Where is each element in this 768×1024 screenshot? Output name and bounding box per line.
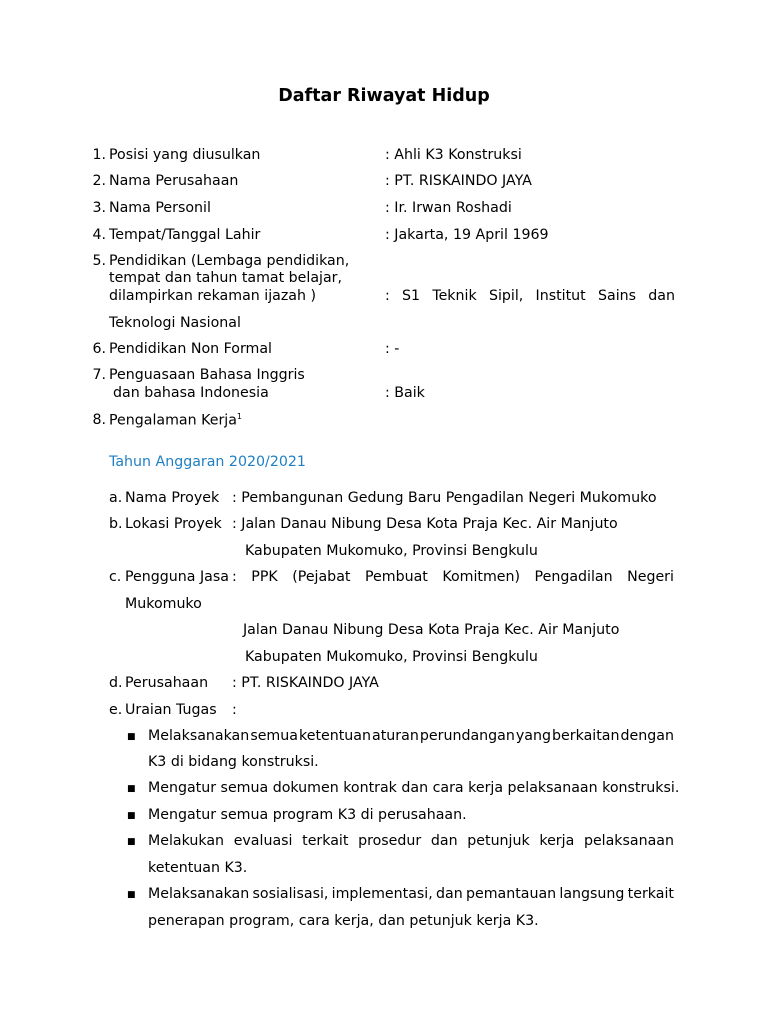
project-value: : PT. RISKAINDO JAYA [232,675,379,691]
project-value-continuation: Kabupaten Mukomuko, Provinsi Bengkulu [245,543,538,559]
project-label: Lokasi Proyek [125,516,222,532]
project-value-continuation: Jalan Danau Nibung Desa Kota Praja Kec. Air Manjuto [243,622,620,638]
task-line: Melaksanakan sosialisasi, implementasi, dan pemantauan langsung terkait [148,886,674,902]
task-line-continuation: penerapan program, cara kerja, dan petunjuk kerja K3. [148,913,539,929]
section-title: Tahun Anggaran 2020/2021 [109,454,306,470]
bullet-icon: ■ [127,811,136,821]
project-label: Perusahaan [125,675,209,691]
item-label: Tempat/Tanggal Lahir [109,227,261,243]
project-label: Nama Proyek [125,490,220,506]
item-label [109,412,242,429]
task-line: Melakukan evaluasi terkait prosedur dan petunjuk kerja pelaksanaan [148,833,674,849]
task-line: Mengatur semua program K3 di perusahaan. [148,807,467,823]
task-line: Melaksanakan semua ketentuan aturan perundangan yang berkaitan dengan [148,728,674,744]
item-number: 5. [92,253,106,269]
project-letter: b. [109,516,123,532]
item-label: Pendidikan (Lembaga pendidikan, [109,253,350,269]
item-number: 1. [92,147,106,163]
task-line-continuation: ketentuan K3. [148,860,248,876]
project-value: : Jalan Danau Nibung Desa Kota Praja Kec. Air Manjuto [232,516,618,532]
project-letter: d. [109,675,123,691]
item-value: : Jakarta, 19 April 1969 [385,227,549,243]
item-value: : Ahli K3 Konstruksi [385,147,522,163]
bullet-icon: ■ [127,890,136,900]
item-value-justified: : S1 Teknik Sipil, Institut Sains dan [385,288,675,304]
project-value-continuation: Kabupaten Mukomuko, Provinsi Bengkulu [245,649,538,665]
item-label: tempat dan tahun tamat belajar, [109,270,343,286]
item-number: 4. [92,227,106,243]
item-label: Penguasaan Bahasa Inggris [109,367,305,383]
project-value: : [232,702,237,718]
bullet-icon: ■ [127,732,136,742]
item-value: : - [385,341,400,357]
item-value: : Ir. Irwan Roshadi [385,200,512,216]
item-value: : PT. RISKAINDO JAYA [385,173,532,189]
task-line: Mengatur semua dokumen kontrak dan cara kerja pelaksanaan konstruksi. [148,780,680,796]
item-label: dilampirkan rekaman ijazah ) [109,288,317,304]
project-letter: e. [109,702,123,718]
item-label-text: Pengalaman Kerja [109,412,237,429]
item-number: 6. [92,341,106,357]
project-value-continuation: Mukomuko [125,596,202,612]
item-label: Posisi yang diusulkan [109,147,261,163]
project-value-justified: : PPK (Pejabat Pembuat Komitmen) Pengadilan Negeri [232,569,674,585]
item-number: 3. [92,200,106,216]
item-number: 7. [92,367,106,383]
project-value: : Pembangunan Gedung Baru Pengadilan Negeri Mukomuko [232,490,657,506]
project-label: Pengguna Jasa [125,569,229,585]
page-title: Daftar Riwayat Hidup [278,86,490,106]
item-label: Nama Perusahaan [109,173,239,189]
item-label: Nama Personil [109,200,211,216]
item-label: Pendidikan Non Formal [109,341,272,357]
bullet-icon: ■ [127,784,136,794]
task-line-continuation: K3 di bidang konstruksi. [148,754,319,770]
bullet-icon: ■ [127,837,136,847]
project-letter: c. [109,569,122,585]
item-value: : Baik [385,385,425,401]
project-letter: a. [109,490,123,506]
item-number: 2. [92,173,106,189]
project-label: Uraian Tugas [125,702,217,718]
item-value-continuation: Teknologi Nasional [109,315,241,331]
item-number: 8. [92,412,106,428]
item-label: dan bahasa Indonesia [113,385,269,401]
footnote-marker: 1 [236,412,243,421]
